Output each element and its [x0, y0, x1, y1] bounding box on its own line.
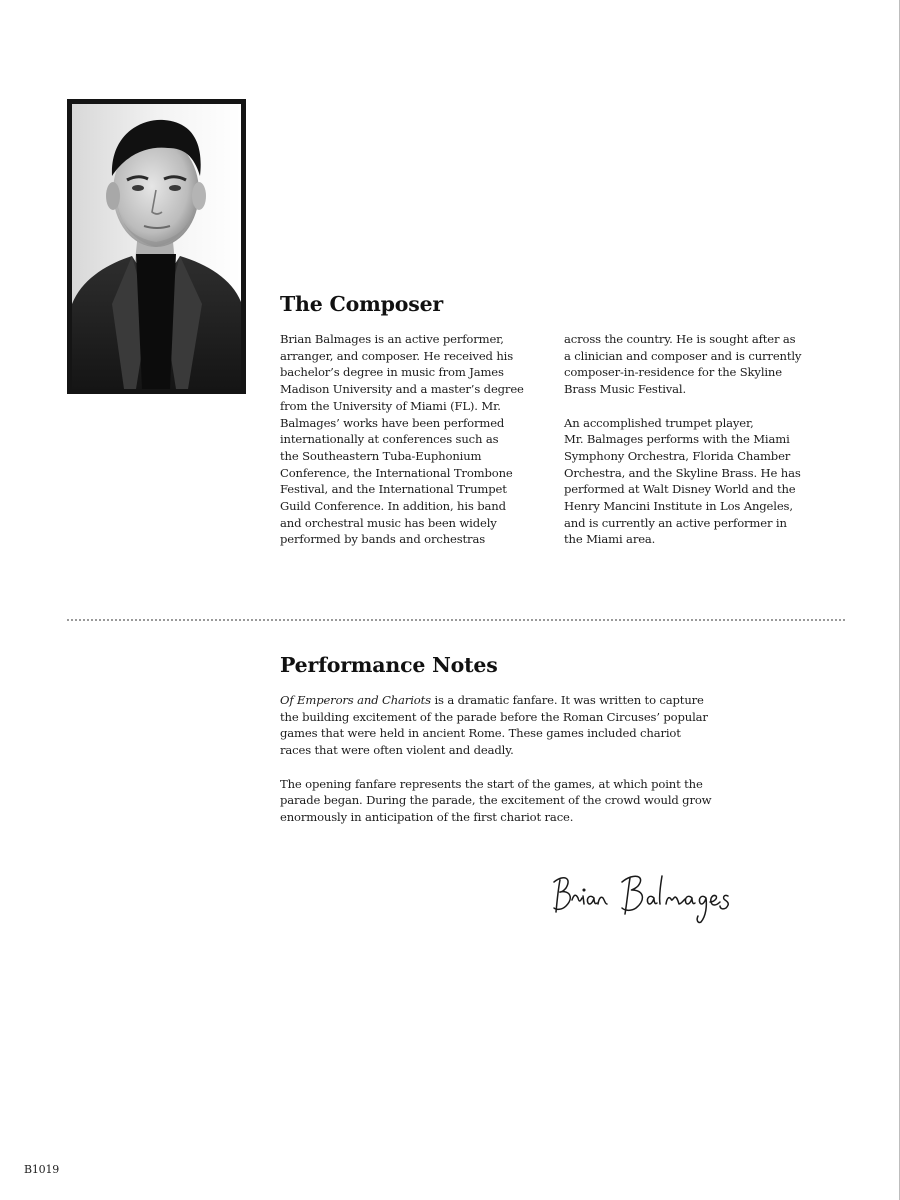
composer-photo: [67, 99, 246, 394]
text-line: Brian Balmages is an active performer,: [280, 332, 504, 346]
text-line: Conference, the International Trombone: [280, 465, 513, 480]
performance-notes-paragraph: [280, 692, 780, 759]
text-line: performed by bands and orchestras: [280, 532, 486, 547]
text-line: The opening fanfare represents the start of the games, at which point the: [280, 776, 703, 791]
text-line: Madison University and a master’s degree: [280, 382, 524, 397]
piece-title: Of Emperors and Chariots: [280, 693, 431, 707]
section-divider: [67, 619, 845, 621]
text-line: across the country. He is sought after as: [564, 332, 796, 346]
text-line: Festival, and the International Trumpet: [280, 482, 507, 497]
text-line: the building excitement of the parade before the Roman Circuses’ popular: [280, 709, 708, 724]
composer-signature: [550, 868, 750, 926]
composer-bio-right-column: [564, 331, 844, 548]
text-line: An accomplished trumpet player,: [564, 415, 754, 430]
text-line: arranger, and composer. He received his: [280, 348, 514, 363]
catalog-number: B1019: [24, 1163, 60, 1176]
composer-bio-paragraph: [564, 415, 844, 549]
signature-image: [550, 868, 750, 926]
text-line: Orchestra, and the Skyline Brass. He has: [564, 465, 801, 480]
composer-heading: The Composer: [280, 292, 444, 316]
text-line: Mr. Balmages performs with the Miami: [564, 432, 790, 447]
text-line: races that were often violent and deadly.: [280, 743, 514, 758]
text-fragment: is a dramatic fanfare. It was written to capture: [430, 693, 704, 707]
text-line: and is currently an active performer in: [564, 515, 787, 530]
composer-bio-left-column: [280, 331, 555, 548]
text-line: Guild Conference. In addition, his band: [280, 499, 506, 514]
performance-notes-body: [280, 692, 780, 826]
text-line: enormously in anticipation of the first chariot race.: [280, 809, 574, 824]
text-line: internationally at conferences such as: [280, 432, 499, 447]
text-line: and orchestral music has been widely: [280, 515, 497, 530]
text-line: a clinician and composer and is currently: [564, 348, 802, 363]
composer-bio-paragraph: [564, 331, 844, 398]
composer-portrait-image: [72, 104, 241, 389]
text-line: the Miami area.: [564, 532, 656, 547]
text-line: performed at Walt Disney World and the: [564, 482, 796, 497]
text-line: Henry Mancini Institute in Los Angeles,: [564, 499, 793, 514]
composer-bio-paragraph: [280, 331, 555, 548]
performance-notes-heading: Performance Notes: [280, 653, 498, 677]
text-line: composer-in-residence for the Skyline: [564, 365, 782, 380]
text-line: [280, 692, 780, 709]
text-line: Brass Music Festival.: [564, 382, 687, 397]
text-line: games that were held in ancient Rome. These games included chariot: [280, 726, 681, 741]
text-line: Symphony Orchestra, Florida Chamber: [564, 448, 791, 463]
text-line: from the University of Miami (FL). Mr.: [280, 398, 501, 413]
text-line: the Southeastern Tuba-Euphonium: [280, 448, 482, 463]
text-line: Balmages’ works have been performed: [280, 415, 505, 430]
performance-notes-paragraph: [280, 776, 780, 826]
text-line: bachelor’s degree in music from James: [280, 365, 504, 380]
text-line: parade began. During the parade, the excitement of the crowd would grow: [280, 793, 712, 808]
